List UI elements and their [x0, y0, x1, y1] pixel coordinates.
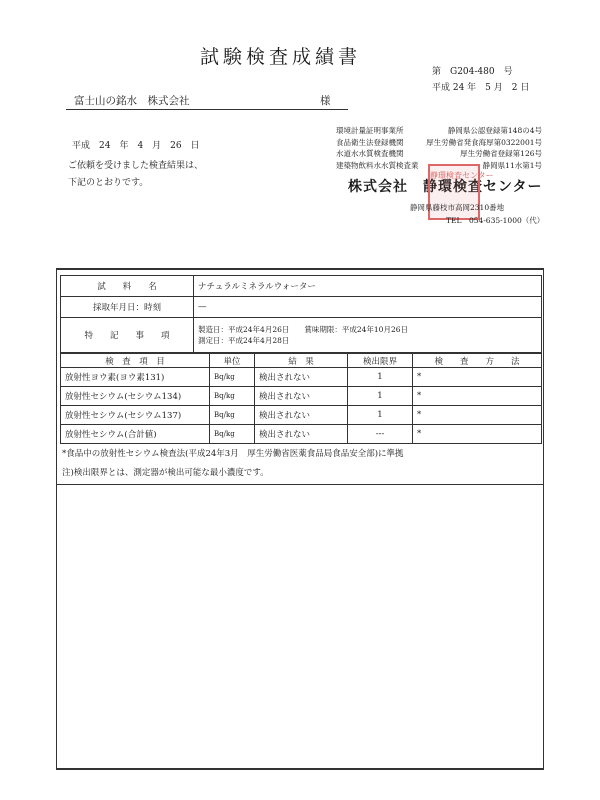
result-value: 検出されない [255, 425, 348, 444]
remarks-row [61, 318, 542, 353]
result-value: 検出されない [255, 387, 348, 406]
results-table [60, 353, 542, 444]
remarks-line-1: 製造日：平成24年4月26日 賞味期限：平成24年10月26日 [198, 325, 408, 334]
intro-line-2: 下記のとおりです。 [68, 178, 149, 188]
registration-label: 建築物飲料水水質検査業 [336, 160, 419, 170]
document-title: 試験検査成績書 [200, 46, 362, 68]
sampling-date-label: 採取年月日：時刻 [61, 297, 194, 318]
result-method: * [413, 406, 542, 425]
sample-info-table [60, 275, 542, 353]
table-row [61, 368, 542, 387]
remarks-value [194, 318, 542, 353]
lab-tel: TEL 054-635-1000（代） [446, 216, 545, 225]
result-limit: --- [348, 425, 413, 444]
result-value: 検出されない [255, 406, 348, 425]
result-method: * [413, 425, 542, 444]
table-row [61, 425, 542, 444]
result-method: * [413, 368, 542, 387]
sample-label: 試 料 名 [61, 276, 194, 297]
result-item: 放射性セシウム(合計値) [61, 425, 210, 444]
lab-address: 静岡県藤枝市高岡2310番地 [410, 203, 505, 212]
table-row [61, 406, 542, 425]
intro-line-1: ご依頼を受けました検査結果は、 [68, 161, 204, 171]
registration-label: 環境計量証明事業所 [336, 126, 404, 135]
result-limit: 1 [348, 406, 413, 425]
method-note: *食品中の放射性セシウム検査法(平成24年3月 厚生労働省医薬食品局食品安全部)に準拠 [62, 449, 404, 459]
registration-value: 静岡県11水第1号 [482, 160, 542, 170]
results-header-cell: 結 果 [255, 354, 348, 368]
result-unit: Bq/kg [210, 425, 255, 444]
result-item: 放射性ヨウ素(ヨウ素131) [61, 368, 210, 387]
received-date: 平成 24 年 4 月 26 日 [72, 141, 200, 151]
detection-limit-note: 注)検出限界とは、測定器が検出可能な最小濃度です。 [62, 468, 269, 478]
registration-value: 静岡県公認登録第148の4号 [447, 126, 542, 135]
frame-bottom [56, 768, 544, 770]
sampling-date-value: — [194, 297, 542, 318]
document-number: 第 G204-480 号 [432, 67, 513, 77]
result-limit: 1 [348, 368, 413, 387]
remarks-label: 特 記 事 項 [61, 318, 194, 353]
registration-label: 水道水水質検査機関 [336, 149, 404, 158]
result-value: 検出されない [255, 368, 348, 387]
recipient-honorific: 様 [320, 95, 331, 107]
table-top-rule [56, 268, 544, 270]
results-header-row [61, 354, 542, 368]
result-unit: Bq/kg [210, 406, 255, 425]
results-header-cell: 検出限界 [348, 354, 413, 368]
frame-right [543, 269, 544, 769]
recipient-underline [66, 109, 348, 110]
recipient-name: 富士山の銘水 株式会社 [74, 95, 190, 107]
registration-value: 厚生労働省発食海厚第0322001号 [426, 137, 542, 147]
result-item: 放射性セシウム(セシウム137) [61, 406, 210, 425]
sample-value: ナチュラルミネラルウォーター [194, 276, 542, 297]
table-row [61, 387, 542, 406]
result-limit: 1 [348, 387, 413, 406]
sample-row [61, 276, 542, 297]
results-body [61, 368, 542, 444]
sampling-date-row [61, 297, 542, 318]
result-unit: Bq/kg [210, 387, 255, 406]
result-method: * [413, 387, 542, 406]
registration-value: 厚生労働省登録第126号 [460, 149, 542, 158]
registration-label: 食品衛生法登録機関 [336, 137, 404, 147]
result-item: 放射性セシウム(セシウム134) [61, 387, 210, 406]
results-header-cell: 検 査 項 目 [61, 354, 210, 368]
results-header-cell: 単位 [210, 354, 255, 368]
lab-company-name: 株式会社 静環検査センター [348, 179, 543, 195]
frame-left [56, 269, 57, 769]
seal-text: 静環検査センター [430, 171, 494, 180]
results-header-cell: 検 査 方 法 [413, 354, 542, 368]
remarks-line-2: 測定日：平成24年4月28日 [198, 336, 290, 345]
result-unit: Bq/kg [210, 368, 255, 387]
notes-separator [56, 484, 544, 485]
issue-date: 平成 24 年 5 月 2 日 [432, 83, 530, 93]
